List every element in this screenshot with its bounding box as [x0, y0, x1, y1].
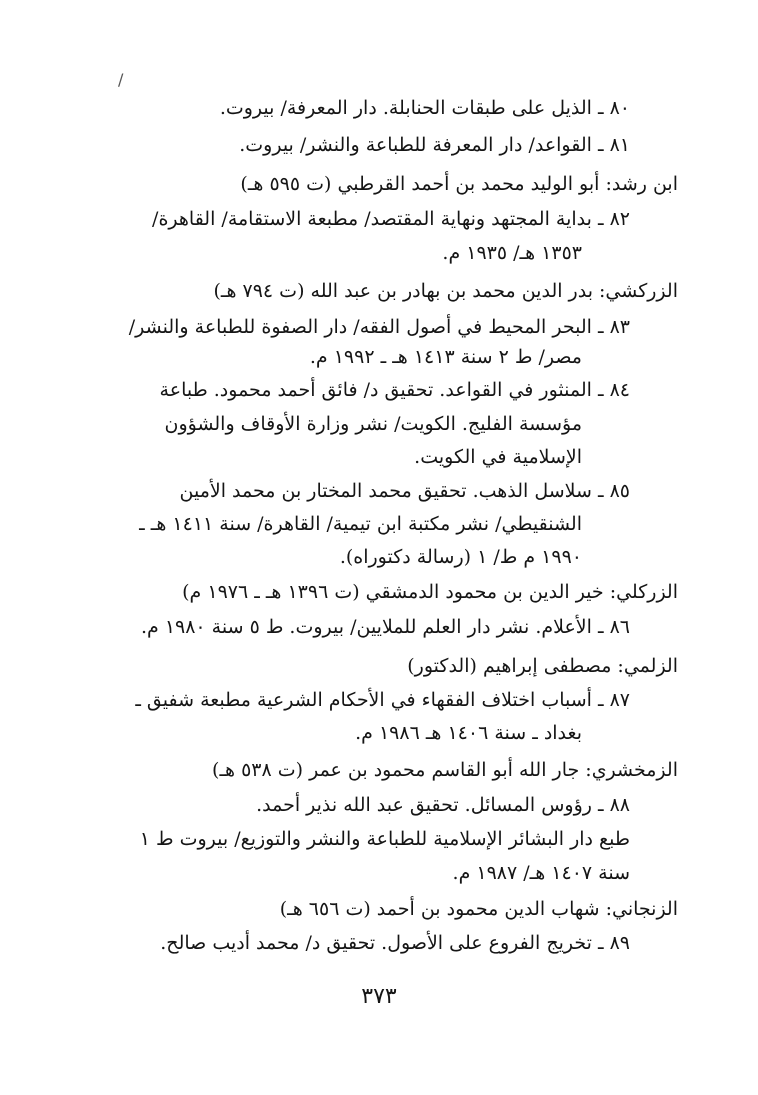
entry-87-line-2: بغداد ـ سنة ١٤٠٦ هـ ١٩٨٦ م. [355, 722, 582, 744]
author-ibn-rushd: ابن رشد: أبو الوليد محمد بن أحمد القرطبي (ت ٥٩٥ هـ) [240, 173, 678, 195]
entry-82-line-1: ٨٢ ـ بداية المجتهد ونهاية المقتصد/ مطبعة الاستقامة/ القاهرة/ [152, 208, 630, 230]
author-zamakhshari: الزمخشري: جار الله أبو القاسم محمود بن عمر (ت ٥٣٨ هـ) [212, 759, 678, 781]
entry-87-line-1: ٨٧ ـ أسباب اختلاف الفقهاء في الأحكام الشرعية مطبعة شفيق ـ [135, 689, 630, 711]
author-zarkashi: الزركشي: بدر الدين محمد بن بهادر بن عبد الله (ت ٧٩٤ هـ) [213, 280, 678, 302]
entry-86: ٨٦ ـ الأعلام. نشر دار العلم للملايين/ بيروت. ط ٥ سنة ١٩٨٠ م. [140, 616, 630, 638]
author-zanjani: الزنجاني: شهاب الدين محمود بن أحمد (ت ٦٥٦ هـ) [279, 898, 678, 920]
entry-85-line-3: ١٩٩٠ م ط/ ١ (رسالة دكتوراه). [339, 546, 582, 568]
entry-81: ٨١ ـ القواعد/ دار المعرفة للطباعة والنشر/ بيروت. [239, 134, 630, 156]
entry-83-line-2: مصر/ ط ٢ سنة ١٤١٣ هـ ـ ١٩٩٢ م. [309, 346, 582, 368]
entry-89: ٨٩ ـ تخريج الفروع على الأصول. تحقيق د/ محمد أديب صالح. [160, 932, 630, 954]
entry-85-line-2: الشنقيطي/ نشر مكتبة ابن تيمية/ القاهرة/ سنة ١٤١١ هـ ـ [139, 513, 582, 535]
entry-88-line-3: سنة ١٤٠٧ هـ/ ١٩٨٧ م. [452, 862, 630, 884]
entry-88-line-2: طبع دار البشائر الإسلامية للطباعة والنشر والتوزيع/ بيروت ط ١ [139, 828, 630, 850]
entry-84-line-1: ٨٤ ـ المنثور في القواعد. تحقيق د/ فائق أحمد محمود. طباعة [159, 379, 630, 401]
author-zalami: الزلمي: مصطفى إبراهيم (الدكتور) [407, 655, 678, 677]
page-mark: / [118, 70, 124, 89]
author-zirikli: الزركلي: خير الدين بن محمود الدمشقي (ت ١٣٩٦ هـ ـ ١٩٧٦ م) [182, 581, 678, 603]
page-number: ٣٧٣ [361, 984, 397, 1009]
entry-80: ٨٠ ـ الذيل على طبقات الحنابلة. دار المعرفة/ بيروت. [219, 97, 630, 119]
entry-85-line-1: ٨٥ ـ سلاسل الذهب. تحقيق محمد المختار بن محمد الأمين [179, 480, 630, 502]
entry-88-line-1: ٨٨ ـ رؤوس المسائل. تحقيق عبد الله نذير أحمد. [256, 794, 630, 816]
entry-84-line-3: الإسلامية في الكويت. [414, 446, 582, 468]
entry-83-line-1: ٨٣ ـ البحر المحيط في أصول الفقه/ دار الصفوة للطباعة والنشر/ [128, 316, 630, 338]
entry-82-line-2: ١٣٥٣ هـ/ ١٩٣٥ م. [442, 242, 582, 264]
entry-84-line-2: مؤسسة الفليج. الكويت/ نشر وزارة الأوقاف والشؤون [164, 413, 582, 435]
